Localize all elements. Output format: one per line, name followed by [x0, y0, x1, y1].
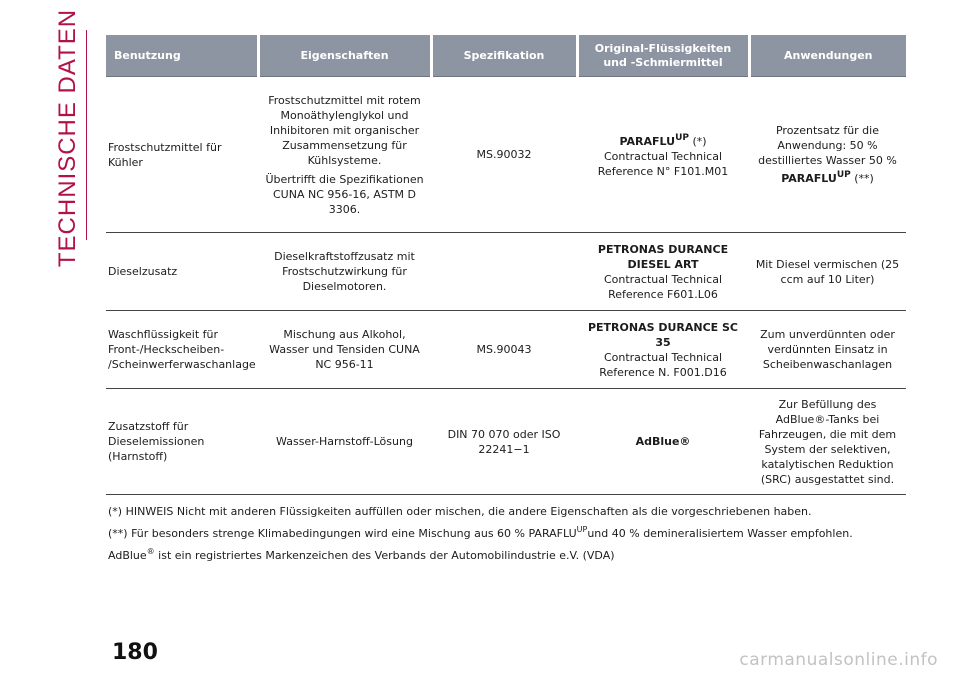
header-specification: Spezifikation [431, 35, 577, 77]
product-name: PETRONAS DURANCE DIESEL ART [597, 242, 729, 271]
cell-application: Mit Diesel vermischen (25 ccm auf 10 Liter) [749, 233, 906, 311]
header-applications: Anwendungen [749, 35, 906, 77]
section-title [48, 8, 88, 268]
header-original-fluids: Original-Flüssigkeiten und -Schmiermittel [577, 35, 749, 77]
cell-specification: MS.90043 [431, 311, 577, 389]
application-note-marker: (**) [850, 172, 874, 185]
table-row [106, 77, 906, 233]
section-title-rule [86, 30, 87, 240]
product-name: AdBlue® [635, 435, 691, 448]
cell-specification [431, 233, 577, 311]
application-product: $PARAFLU^{UP}$ [781, 170, 851, 185]
product-reference: Contractual Technical Reference N° F101.M01 [597, 149, 729, 178]
header-properties: Eigenschaften [258, 35, 431, 77]
cell-usage: Dieselzusatz [106, 233, 258, 311]
cell-usage: Zusatzstoff für Dieselemissionen (Harnstoff) [106, 389, 258, 495]
footnote-2: (**) Für besonders strenge Klimabedingungen wird eine Mischung aus 60 % $PARAFLU^{UP}und$ 40 % demineralisiertem Wasser empfohlen. [108, 525, 853, 540]
table-row [106, 389, 906, 495]
watermark: carmanualsonline.info [739, 650, 938, 670]
table-row [106, 311, 906, 389]
cell-specification: DIN 70 070 oder ISO 22241−1 [431, 389, 577, 495]
fluids-table [106, 35, 906, 495]
footnote-3: AdBlue® ist ein registriertes Markenzeichen des Verbands der Automobilindustrie e.V. (VDA) [108, 547, 615, 562]
properties-extra-text: Übertrifft die Spezifikationen CUNA NC 956-16, ASTM D 3306. [265, 172, 424, 216]
cell-properties: Dieselkraftstoffzusatz mit Frostschutzwirkung für Dieselmotoren. [258, 233, 431, 311]
product-name: $PARAFLU^{UP}$ [619, 132, 689, 148]
cell-application: Zur Befüllung des AdBlue®-Tanks bei Fahrzeugen, die mit dem System der selektiven, katalytischen Reduktion (SRC) ausgestattet sind. [749, 389, 906, 495]
properties-text: Frostschutzmittel mit rotem Monoäthylenglykol und Inhibitoren mit organischer Zusammensetzung für Kühlsysteme. [268, 93, 421, 167]
cell-product [577, 389, 749, 495]
application-text: Prozentsatz für die Anwendung: 50 % destilliertes Wasser 50 % [758, 124, 897, 167]
section-title-text: TECHNISCHE DATEN [54, 8, 81, 268]
cell-product [577, 77, 749, 233]
footnote-1: (*) HINWEIS Nicht mit anderen Flüssigkeiten auffüllen oder mischen, die andere Eigenschaften als die vorgeschriebenen haben. [108, 505, 812, 518]
cell-application [749, 77, 906, 233]
cell-product [577, 311, 749, 389]
cell-properties: Mischung aus Alkohol, Wasser und Tensiden CUNA NC 956-11 [258, 311, 431, 389]
cell-usage: Waschflüssigkeit für Front-/Heckscheiben- /Scheinwerferwaschanlage [106, 311, 258, 389]
header-usage: Benutzung [106, 35, 258, 77]
cell-product [577, 233, 749, 311]
footnotes [108, 503, 908, 565]
table-row [106, 233, 906, 311]
product-reference: Contractual Technical Reference N. F001.D16 [599, 350, 727, 379]
product-reference: Contractual Technical Reference F601.L06 [603, 272, 723, 301]
cell-specification: MS.90032 [431, 77, 577, 233]
cell-usage: Frostschutzmittel für Kühler [106, 77, 258, 233]
table-header-row [106, 35, 906, 77]
cell-properties: Wasser-Harnstoff-Lösung [258, 389, 431, 495]
cell-properties [258, 77, 431, 233]
product-name: PETRONAS DURANCE SC 35 [587, 320, 739, 349]
page-number: 180 [112, 640, 158, 665]
cell-application: Zum unverdünnten oder verdünnten Einsatz in Scheibenwaschanlagen [749, 311, 906, 389]
product-note-marker: (*) [688, 134, 707, 148]
